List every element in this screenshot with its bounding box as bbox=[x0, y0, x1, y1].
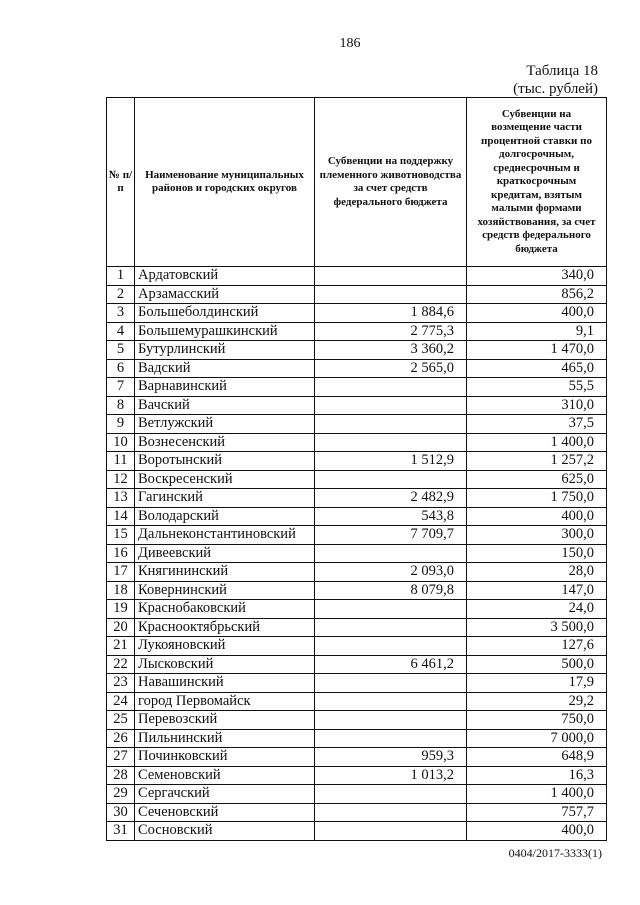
breeding-subsidy-value bbox=[315, 285, 467, 304]
table-row bbox=[107, 507, 607, 526]
breeding-subsidy-value bbox=[315, 711, 467, 730]
table-row bbox=[107, 674, 607, 693]
breeding-subsidy-value bbox=[315, 674, 467, 693]
table-row bbox=[107, 618, 607, 637]
row-number: 29 bbox=[107, 785, 135, 804]
header-district-name: Наименование муниципальных районов и городских округов bbox=[135, 98, 315, 267]
table-row bbox=[107, 452, 607, 471]
district-name: Вадский bbox=[135, 359, 315, 378]
table-row bbox=[107, 581, 607, 600]
row-number: 18 bbox=[107, 581, 135, 600]
row-number: 26 bbox=[107, 729, 135, 748]
table-row bbox=[107, 711, 607, 730]
row-number: 19 bbox=[107, 600, 135, 619]
row-number: 16 bbox=[107, 544, 135, 563]
district-name: Гагинский bbox=[135, 489, 315, 508]
district-name: Краснобаковский bbox=[135, 600, 315, 619]
row-number: 31 bbox=[107, 822, 135, 841]
table-row bbox=[107, 415, 607, 434]
district-name: Краснооктябрьский bbox=[135, 618, 315, 637]
breeding-subsidy-value bbox=[315, 729, 467, 748]
row-number: 25 bbox=[107, 711, 135, 730]
table-row bbox=[107, 433, 607, 452]
district-name: Арзамасский bbox=[135, 285, 315, 304]
interest-subsidy-value: 24,0 bbox=[467, 600, 607, 619]
row-number: 13 bbox=[107, 489, 135, 508]
table-row bbox=[107, 785, 607, 804]
header-number: № п/п bbox=[107, 98, 135, 267]
district-name: Бутурлинский bbox=[135, 341, 315, 360]
interest-subsidy-value: 648,9 bbox=[467, 748, 607, 767]
district-name: Пильнинский bbox=[135, 729, 315, 748]
row-number: 2 bbox=[107, 285, 135, 304]
table-row bbox=[107, 304, 607, 323]
document-code: 0404/2017-3333(1) bbox=[508, 846, 602, 860]
row-number: 28 bbox=[107, 766, 135, 785]
district-name: Навашинский bbox=[135, 674, 315, 693]
breeding-subsidy-value: 1 512,9 bbox=[315, 452, 467, 471]
interest-subsidy-value: 340,0 bbox=[467, 267, 607, 286]
interest-subsidy-value: 127,6 bbox=[467, 637, 607, 656]
table-row bbox=[107, 563, 607, 582]
row-number: 30 bbox=[107, 803, 135, 822]
breeding-subsidy-value: 2 565,0 bbox=[315, 359, 467, 378]
interest-subsidy-value: 1 400,0 bbox=[467, 785, 607, 804]
breeding-subsidy-value bbox=[315, 470, 467, 489]
header-interest-subsidy: Субвенции на возмещение части процентной ставки по долгосрочным, среднесрочным и краткосрочным кредитам, взятым малыми формами хозяйствования, за счет средств федерального бюджета bbox=[467, 98, 607, 267]
breeding-subsidy-value bbox=[315, 267, 467, 286]
breeding-subsidy-value bbox=[315, 378, 467, 397]
interest-subsidy-value: 37,5 bbox=[467, 415, 607, 434]
table-row bbox=[107, 766, 607, 785]
table-row bbox=[107, 285, 607, 304]
row-number: 20 bbox=[107, 618, 135, 637]
district-name: Воротынский bbox=[135, 452, 315, 471]
interest-subsidy-value: 400,0 bbox=[467, 304, 607, 323]
district-name: Сеченовский bbox=[135, 803, 315, 822]
breeding-subsidy-value bbox=[315, 396, 467, 415]
table-body bbox=[107, 267, 607, 841]
district-name: Воскресенский bbox=[135, 470, 315, 489]
header-breeding-subsidy: Субвенции на поддержку племенного животноводства за счет средств федерального бюджета bbox=[315, 98, 467, 267]
interest-subsidy-value: 465,0 bbox=[467, 359, 607, 378]
interest-subsidy-value: 400,0 bbox=[467, 507, 607, 526]
district-name: Варнавинский bbox=[135, 378, 315, 397]
table-label: Таблица 18 bbox=[526, 63, 598, 79]
interest-subsidy-value: 29,2 bbox=[467, 692, 607, 711]
district-name: Большемурашкинский bbox=[135, 322, 315, 341]
district-name: Вачский bbox=[135, 396, 315, 415]
district-name: Семеновский bbox=[135, 766, 315, 785]
table-row bbox=[107, 822, 607, 841]
breeding-subsidy-value: 7 709,7 bbox=[315, 526, 467, 545]
district-name: Княгининский bbox=[135, 563, 315, 582]
breeding-subsidy-value bbox=[315, 803, 467, 822]
interest-subsidy-value: 1 400,0 bbox=[467, 433, 607, 452]
interest-subsidy-value: 1 750,0 bbox=[467, 489, 607, 508]
row-number: 27 bbox=[107, 748, 135, 767]
table-row bbox=[107, 729, 607, 748]
district-name: Перевозский bbox=[135, 711, 315, 730]
interest-subsidy-value: 28,0 bbox=[467, 563, 607, 582]
table-row bbox=[107, 637, 607, 656]
breeding-subsidy-value bbox=[315, 618, 467, 637]
breeding-subsidy-value: 1 884,6 bbox=[315, 304, 467, 323]
breeding-subsidy-value: 2 775,3 bbox=[315, 322, 467, 341]
interest-subsidy-value: 9,1 bbox=[467, 322, 607, 341]
interest-subsidy-value: 310,0 bbox=[467, 396, 607, 415]
table-row bbox=[107, 489, 607, 508]
breeding-subsidy-value: 2 482,9 bbox=[315, 489, 467, 508]
table-row bbox=[107, 359, 607, 378]
row-number: 8 bbox=[107, 396, 135, 415]
district-name: Лукояновский bbox=[135, 637, 315, 656]
table-row bbox=[107, 470, 607, 489]
interest-subsidy-value: 55,5 bbox=[467, 378, 607, 397]
table-row bbox=[107, 378, 607, 397]
row-number: 5 bbox=[107, 341, 135, 360]
table-row bbox=[107, 692, 607, 711]
page-number: 186 bbox=[339, 36, 361, 51]
table-row bbox=[107, 526, 607, 545]
breeding-subsidy-value: 8 079,8 bbox=[315, 581, 467, 600]
district-name: Сергачский bbox=[135, 785, 315, 804]
row-number: 7 bbox=[107, 378, 135, 397]
row-number: 23 bbox=[107, 674, 135, 693]
breeding-subsidy-value bbox=[315, 785, 467, 804]
subsidies-table-container bbox=[106, 97, 607, 841]
row-number: 6 bbox=[107, 359, 135, 378]
interest-subsidy-value: 856,2 bbox=[467, 285, 607, 304]
table-header-row bbox=[107, 98, 607, 267]
district-name: Дальнеконстантиновский bbox=[135, 526, 315, 545]
table-row bbox=[107, 803, 607, 822]
row-number: 9 bbox=[107, 415, 135, 434]
row-number: 22 bbox=[107, 655, 135, 674]
breeding-subsidy-value: 543,8 bbox=[315, 507, 467, 526]
table-row bbox=[107, 267, 607, 286]
interest-subsidy-value: 1 470,0 bbox=[467, 341, 607, 360]
breeding-subsidy-value bbox=[315, 415, 467, 434]
breeding-subsidy-value bbox=[315, 692, 467, 711]
interest-subsidy-value: 757,7 bbox=[467, 803, 607, 822]
interest-subsidy-value: 7 000,0 bbox=[467, 729, 607, 748]
interest-subsidy-value: 17,9 bbox=[467, 674, 607, 693]
interest-subsidy-value: 500,0 bbox=[467, 655, 607, 674]
row-number: 10 bbox=[107, 433, 135, 452]
row-number: 15 bbox=[107, 526, 135, 545]
district-name: Сосновский bbox=[135, 822, 315, 841]
breeding-subsidy-value: 2 093,0 bbox=[315, 563, 467, 582]
breeding-subsidy-value: 6 461,2 bbox=[315, 655, 467, 674]
table-caption bbox=[513, 62, 598, 98]
district-name: Ардатовский bbox=[135, 267, 315, 286]
interest-subsidy-value: 147,0 bbox=[467, 581, 607, 600]
district-name: Лысковский bbox=[135, 655, 315, 674]
row-number: 17 bbox=[107, 563, 135, 582]
row-number: 14 bbox=[107, 507, 135, 526]
table-row bbox=[107, 544, 607, 563]
row-number: 11 bbox=[107, 452, 135, 471]
breeding-subsidy-value: 959,3 bbox=[315, 748, 467, 767]
interest-subsidy-value: 625,0 bbox=[467, 470, 607, 489]
table-row bbox=[107, 322, 607, 341]
district-name: Володарский bbox=[135, 507, 315, 526]
interest-subsidy-value: 150,0 bbox=[467, 544, 607, 563]
breeding-subsidy-value bbox=[315, 822, 467, 841]
row-number: 12 bbox=[107, 470, 135, 489]
district-name: Починковский bbox=[135, 748, 315, 767]
row-number: 1 bbox=[107, 267, 135, 286]
district-name: Дивеевский bbox=[135, 544, 315, 563]
breeding-subsidy-value bbox=[315, 433, 467, 452]
row-number: 24 bbox=[107, 692, 135, 711]
breeding-subsidy-value bbox=[315, 637, 467, 656]
row-number: 4 bbox=[107, 322, 135, 341]
subsidies-table bbox=[106, 97, 607, 841]
interest-subsidy-value: 16,3 bbox=[467, 766, 607, 785]
district-name: Ковернинский bbox=[135, 581, 315, 600]
interest-subsidy-value: 300,0 bbox=[467, 526, 607, 545]
district-name: Большеболдинский bbox=[135, 304, 315, 323]
district-name: Вознесенский bbox=[135, 433, 315, 452]
row-number: 21 bbox=[107, 637, 135, 656]
interest-subsidy-value: 3 500,0 bbox=[467, 618, 607, 637]
breeding-subsidy-value: 3 360,2 bbox=[315, 341, 467, 360]
district-name: город Первомайск bbox=[135, 692, 315, 711]
interest-subsidy-value: 1 257,2 bbox=[467, 452, 607, 471]
breeding-subsidy-value: 1 013,2 bbox=[315, 766, 467, 785]
table-row bbox=[107, 748, 607, 767]
row-number: 3 bbox=[107, 304, 135, 323]
district-name: Ветлужский bbox=[135, 415, 315, 434]
table-row bbox=[107, 396, 607, 415]
table-row bbox=[107, 341, 607, 360]
interest-subsidy-value: 750,0 bbox=[467, 711, 607, 730]
interest-subsidy-value: 400,0 bbox=[467, 822, 607, 841]
breeding-subsidy-value bbox=[315, 600, 467, 619]
table-units: (тыс. рублей) bbox=[513, 81, 598, 97]
breeding-subsidy-value bbox=[315, 544, 467, 563]
table-row bbox=[107, 600, 607, 619]
table-row bbox=[107, 655, 607, 674]
